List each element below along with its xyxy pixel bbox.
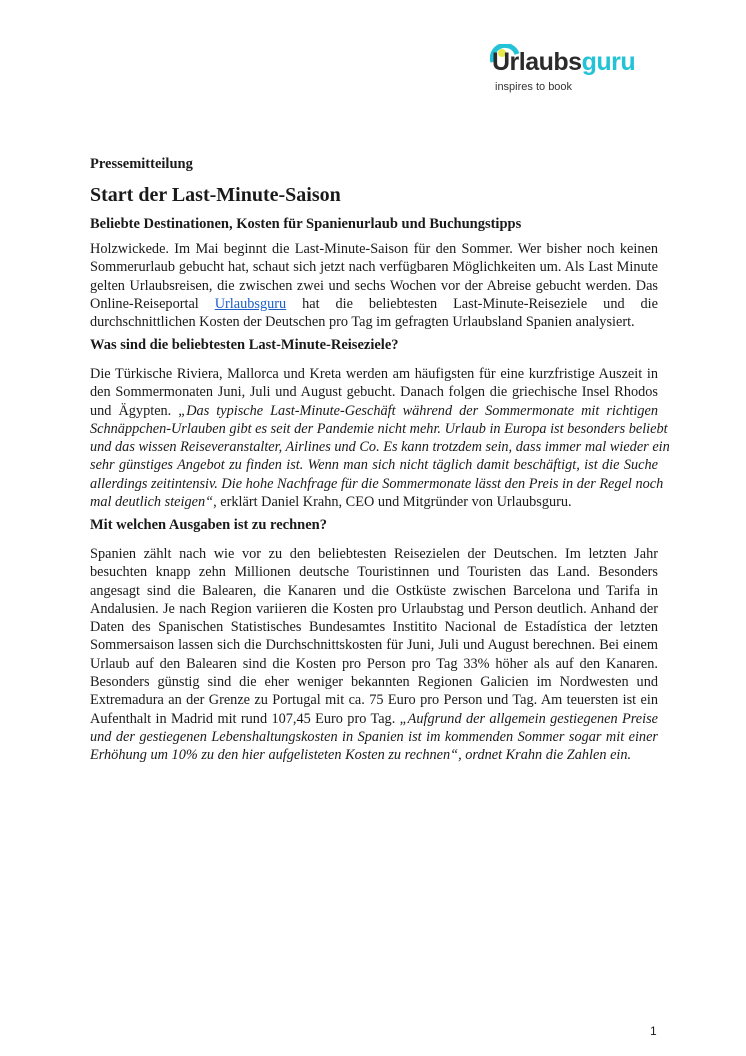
body-text: Daten des Spanischen Statistisches Bundesamtes Institito Nacional de Estadística der letzten (90, 619, 658, 636)
quote-text: „Das typische Last-Minute-Geschäft während der Sommermonate mit richtigen (178, 402, 658, 419)
text-line (90, 240, 658, 258)
text-line (90, 493, 658, 511)
text-line (90, 365, 658, 383)
quote-text: Schnäppchen-Urlauben gibt es seit der Pandemie nicht mehr. Urlaub in Europa ist besonders beliebt (90, 420, 668, 437)
body-text: Die Türkische Riviera, Mallorca und Kreta werden am häufigsten für eine kurzfristige Auszeit in (90, 366, 658, 382)
costs-paragraph (90, 545, 658, 765)
text-line (90, 636, 658, 654)
body-text: Besonders günstig sind die eher weniger bekannten Regionen Galicien im Nordwesten und (90, 674, 658, 691)
body-text: angesagt sind die Balearen, die Kanaren und die Ostküste zwischen Barcelona und Tarifa in (90, 582, 658, 599)
body-text: Extremadura an der Grenze zu Portugal mit ca. 75 Euro pro Person und Tag. Am teuersten ist ein (90, 692, 658, 709)
body-text: erklärt Daniel Krahn, CEO und Mitgründer von Urlaubsguru. (216, 494, 572, 511)
section-heading: Was sind die beliebtesten Last-Minute-Reiseziele? (90, 337, 399, 353)
text-line (90, 600, 658, 618)
logo-word-accent: guru (581, 48, 636, 76)
logo-tagline: inspires to book (495, 81, 573, 93)
quote-text: und das wissen Reiseveranstalter, Airlines und Co. Es kann trotzdem sein, dass immer mal wieder ein (90, 439, 670, 456)
text-line (90, 438, 670, 456)
quote-text: Erhöhung um 10% zu den hier aufgelisteten Kosten zu rechnen“, ordnet Krahn die Zahlen ein. (90, 747, 632, 764)
text-line (90, 295, 658, 313)
quote-text: mal deutlich steigen“, (90, 494, 217, 511)
text-line (90, 545, 658, 563)
quote-text: allerdings zeitintensiv. Die hohe Nachfrage für die Sommermonate lässt den Preis in der Regel noch (90, 475, 664, 492)
body-text: Andalusien. Je nach Region variieren die Kosten pro Urlaubstag und Person deutlich. Anhand der (90, 600, 658, 617)
text-line (90, 475, 664, 493)
body-text: Aufenthalt in Madrid mit rund 107,45 Euro pro Tag. (90, 710, 400, 727)
text-line (90, 582, 658, 600)
text-line (90, 673, 658, 691)
text-line (90, 728, 658, 746)
quote-text: „Aufgrund der allgemein gestiegenen Preise (399, 710, 658, 727)
body-text: Sommersaison lassen sich die Durchschnittskosten für Juni, Juli und August berechnen. Bei einem (90, 637, 658, 654)
text-line (90, 655, 658, 673)
intro-paragraph (90, 240, 658, 331)
body-text: hat die beliebtesten Last-Minute-Reiseziele und die (286, 295, 658, 312)
text-line (90, 258, 658, 276)
text-line (90, 420, 668, 438)
body-text: Holzwickede. Im Mai beginnt die Last-Minute-Saison für den Sommer. Wer bisher noch keinen (90, 241, 658, 257)
body-text: Urlaub auf den Balearen sind die Kosten pro Person pro Tag 33% höher als auf den Kanaren. (90, 655, 658, 672)
body-text: Online-Reiseportal (90, 295, 215, 312)
section-heading: Mit welchen Ausgaben ist zu rechnen? (90, 517, 327, 533)
text-line (90, 277, 658, 295)
text-line (90, 402, 658, 420)
body-text: Spanien zählt nach wie vor zu den beliebtesten Reisezielen der Deutschen. Im letzten Jahr (90, 546, 658, 562)
body-text: Sommerurlaub gebucht hat, schaut sich jetzt nach verfügbaren Möglichkeiten um. Als Last Minute (90, 259, 658, 276)
logo-word-dark: Urlaubs (492, 48, 582, 76)
urlaubsguru-logo (490, 44, 670, 100)
body-text: den Sommermonaten Juni, Juli und August gebucht. Danach folgen die griechische Insel Rhodos (90, 384, 658, 401)
urlaubsguru-link[interactable]: Urlaubsguru (214, 295, 287, 312)
text-line (90, 456, 658, 474)
page-number: 1 (650, 1024, 657, 1038)
page-title: Start der Last-Minute-Saison (90, 184, 341, 206)
text-line (90, 710, 658, 728)
text-line (90, 313, 658, 331)
destinations-paragraph (90, 365, 670, 511)
quote-text: sehr günstiges Angebot zu finden ist. Wenn man sich nicht täglich damit beschäftigt, ist die Suche (90, 457, 658, 474)
body-text: besuchten knapp zehn Millionen deutsche Touristinnen und Touristen das Land. Besonders (90, 564, 658, 581)
body-text: durchschnittlichen Kosten der Deutschen pro Tag im gefragten Urlaubsland Spanien analysiert. (90, 314, 635, 331)
body-text: und Ägypten. (90, 402, 179, 419)
press-release-label: Pressemitteilung (90, 156, 193, 172)
text-line (90, 383, 658, 401)
body-text: gelten Urlaubsreisen, die zwischen zwei und sechs Wochen vor der Abreise gebucht werden. Das (90, 277, 658, 294)
subtitle: Beliebte Destinationen, Kosten für Spanienurlaub und Buchungstipps (90, 216, 522, 232)
text-line (90, 618, 658, 636)
text-line (90, 691, 658, 709)
quote-text: und der gestiegenen Lebenshaltungskosten in Spanien ist im kommenden Sommer sogar mit einer (90, 728, 658, 745)
text-line (90, 746, 658, 764)
text-line (90, 563, 658, 581)
